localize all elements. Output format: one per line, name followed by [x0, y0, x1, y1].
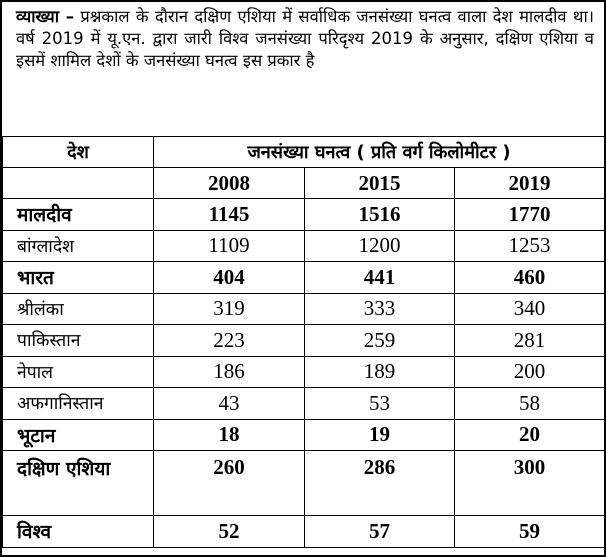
density-value-2019: 20 [455, 419, 605, 451]
density-value-2019: 59 [455, 516, 605, 548]
table-row [3, 419, 605, 451]
country-name: श्रीलंका [3, 293, 154, 325]
density-value-2019: 200 [455, 356, 605, 388]
density-value-2019: 460 [455, 262, 605, 294]
density-value-2015: 1516 [305, 199, 455, 231]
density-value-2015: 53 [305, 388, 455, 420]
year-header-blank [3, 168, 154, 199]
density-value-2008: 52 [154, 516, 305, 548]
country-name: भूटान [3, 419, 154, 451]
table-row [3, 293, 605, 325]
table-row [3, 325, 605, 357]
density-value-2019: 1253 [455, 230, 605, 262]
density-value-2015: 1200 [305, 230, 455, 262]
density-value-2015: 19 [305, 419, 455, 451]
density-value-2008: 404 [154, 262, 305, 294]
year-2008: 2008 [154, 168, 305, 199]
year-2019: 2019 [455, 168, 605, 199]
country-name: नेपाल [3, 356, 154, 388]
density-value-2015: 333 [305, 293, 455, 325]
table-row [3, 262, 605, 294]
density-value-2008: 186 [154, 356, 305, 388]
density-value-2015: 441 [305, 262, 455, 294]
density-value-2015: 259 [305, 325, 455, 357]
density-value-2019: 1770 [455, 199, 605, 231]
country-name: पाकिस्तान [3, 325, 154, 357]
explanation-lead: व्याख्या – [16, 7, 75, 26]
density-value-2019: 58 [455, 388, 605, 420]
country-name: दक्षिण एशिया [3, 451, 154, 516]
density-value-2015: 189 [305, 356, 455, 388]
population-density-table [2, 136, 605, 548]
year-header-row [3, 168, 605, 199]
density-value-2015: 286 [305, 451, 455, 516]
table-row [3, 516, 605, 548]
density-value-2008: 1109 [154, 230, 305, 262]
year-2015: 2015 [305, 168, 455, 199]
country-name: विश्व [3, 516, 154, 548]
density-value-2019: 300 [455, 451, 605, 516]
header-country: देश [3, 137, 154, 168]
density-value-2008: 260 [154, 451, 305, 516]
density-value-2019: 340 [455, 293, 605, 325]
table-header-row [3, 137, 605, 168]
header-density: जनसंख्या घनत्व ( प्रति वर्ग किलोमीटर ) [154, 137, 605, 168]
country-name: मालदीव [3, 199, 154, 231]
density-value-2008: 319 [154, 293, 305, 325]
density-value-2008: 18 [154, 419, 305, 451]
country-name: अफगानिस्तान [3, 388, 154, 420]
table-row [3, 199, 605, 231]
table-row [3, 230, 605, 262]
density-value-2008: 1145 [154, 199, 305, 231]
density-value-2019: 281 [455, 325, 605, 357]
explanation-paragraph [16, 6, 594, 72]
table-row [3, 451, 605, 516]
explanation-text: प्रश्नकाल के दौरान दक्षिण एशिया में सर्वाधिक जनसंख्या घनत्व वाला देश मालदीव था। वर्ष 2019 में यू.एन. द्वारा जारी विश्व जनसंख्या परिदृश्य 2019 के अनुसार, दक्षिण एशिया व इसमें शामिल देशों के जनसंख्या घनत्व इस प्रकार है [16, 7, 594, 70]
country-name: बांग्लादेश [3, 230, 154, 262]
density-value-2015: 57 [305, 516, 455, 548]
table-row [3, 388, 605, 420]
density-value-2008: 223 [154, 325, 305, 357]
table-body [3, 199, 605, 548]
density-value-2008: 43 [154, 388, 305, 420]
table-row [3, 356, 605, 388]
country-name: भारत [3, 262, 154, 294]
